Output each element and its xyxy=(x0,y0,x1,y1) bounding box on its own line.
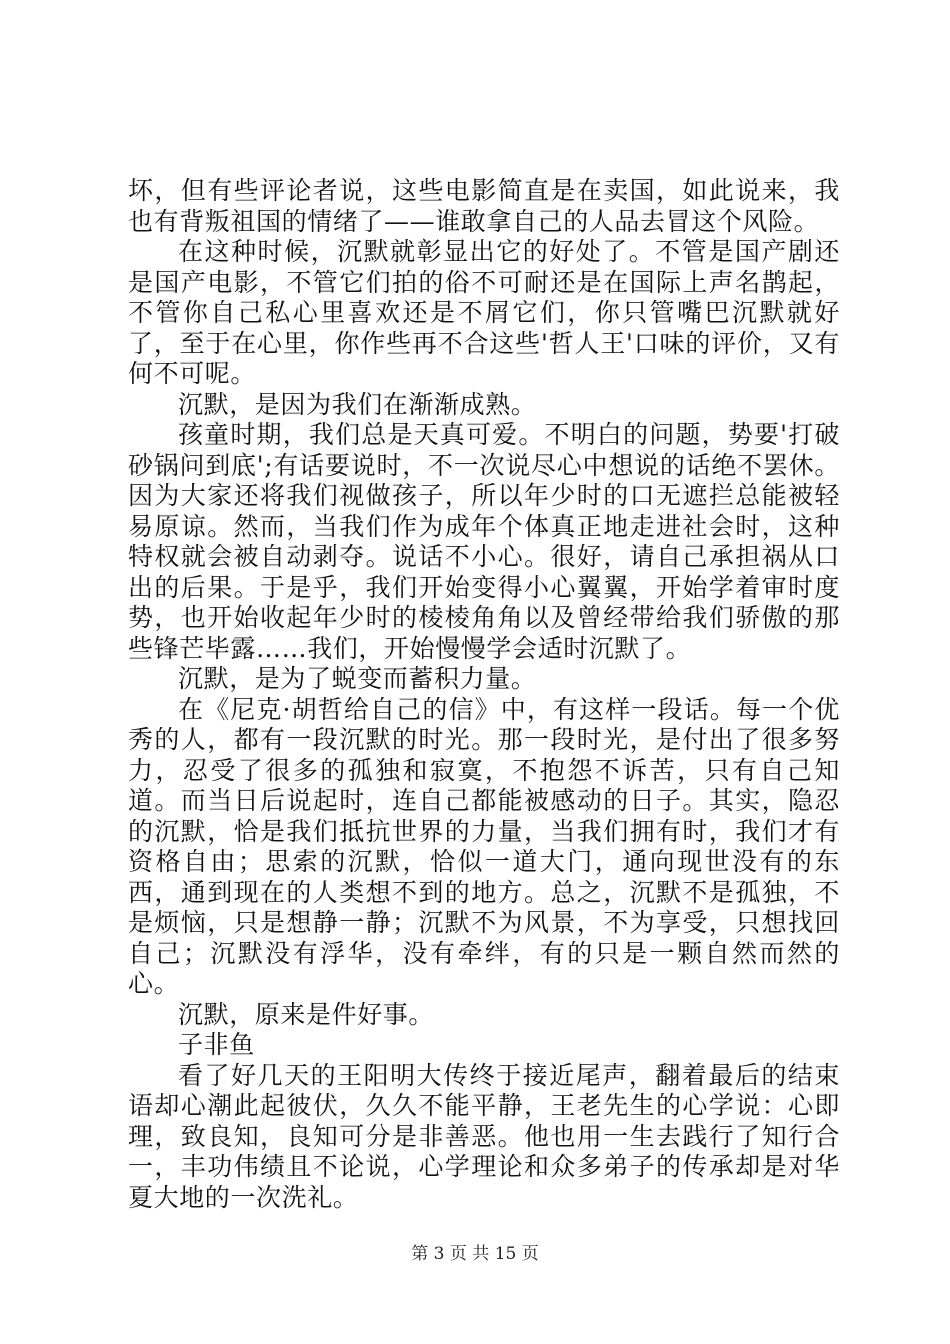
page-number-label: 第 3 页 共 15 页 xyxy=(411,1244,539,1264)
paragraph-6: 在《尼克·胡哲给自己的信》中，有这样一段话。每一个优秀的人，都有一段沉默的时光。那一段时光，是付出了很多努力，忍受了很多的孤独和寂寞，不抱怨不诉苦，只有自己知道。而当日后说起时，连自己都能被感动的日子。其实，隐忍的沉默，恰是我们抵抗世界的力量，当我们拥有时，我们才有资格自由；思索的沉默，恰似一道大门，通向现世没有的东西，通到现在的人类想不到的地方。总之，沉默不是孤独，不是烦恼，只是想静一静；沉默不为风景，不为享受，只想找回自己；沉默没有浮华，没有牵绊，有的只是一颗自然而然的心。 xyxy=(128,694,840,998)
paragraph-7: 沉默，原来是件好事。 xyxy=(178,999,435,1029)
paragraph-3: 沉默，是因为我们在渐渐成熟。 xyxy=(178,389,537,419)
paragraph-9: 看了好几天的王阳明大传终于接近尾声，翻着最后的结束语却心潮此起彼伏，久久不能平静，王老先生的心学说：心即理，致良知，良知可分是非善恶。他也用一生去践行了知行合一，丰功伟绩且不论说，心学理论和众多弟子的传承却是对华夏大地的一次洗礼。 xyxy=(128,1060,840,1212)
paragraph-2: 在这种时候，沉默就彰显出它的好处了。不管是国产剧还是国产电影，不管它们拍的俗不可耐还是在国际上声名鹊起，不管你自己私心里喜欢还是不屑它们，你只管嘴巴沉默就好了，至于在心里，你作些再不合这些'哲人王'口味的评价，又有何不可呢。 xyxy=(128,237,840,388)
document-body xyxy=(128,176,840,1213)
paragraph-4: 孩童时期，我们总是天真可爱。不明白的问题，势要'打破砂锅问到底';有话要说时，不一次说尽心中想说的话绝不罢休。因为大家还将我们视做孩子，所以年少时的口无遮拦总能被轻易原谅。然而，当我们作为成年个体真正地走进社会时，这种特权就会被自动剥夺。说话不小心。很好，请自己承担祸从口出的后果。于是乎，我们开始变得小心翼翼，开始学着审时度势，也开始收起年少时的棱棱角角以及曾经带给我们骄傲的那些锋芒毕露……我们，开始慢慢学会适时沉默了。 xyxy=(128,420,840,663)
paragraph-8: 子非鱼 xyxy=(178,1030,255,1059)
paragraph-1: 坏，但有些评论者说，这些电影简直是在卖国，如此说来，我也有背叛祖国的情绪了——谁敢拿自己的人品去冒这个风险。 xyxy=(128,176,840,236)
paragraph-5: 沉默，是为了蜕变而蓄积力量。 xyxy=(178,664,537,693)
page-footer xyxy=(0,1243,950,1265)
